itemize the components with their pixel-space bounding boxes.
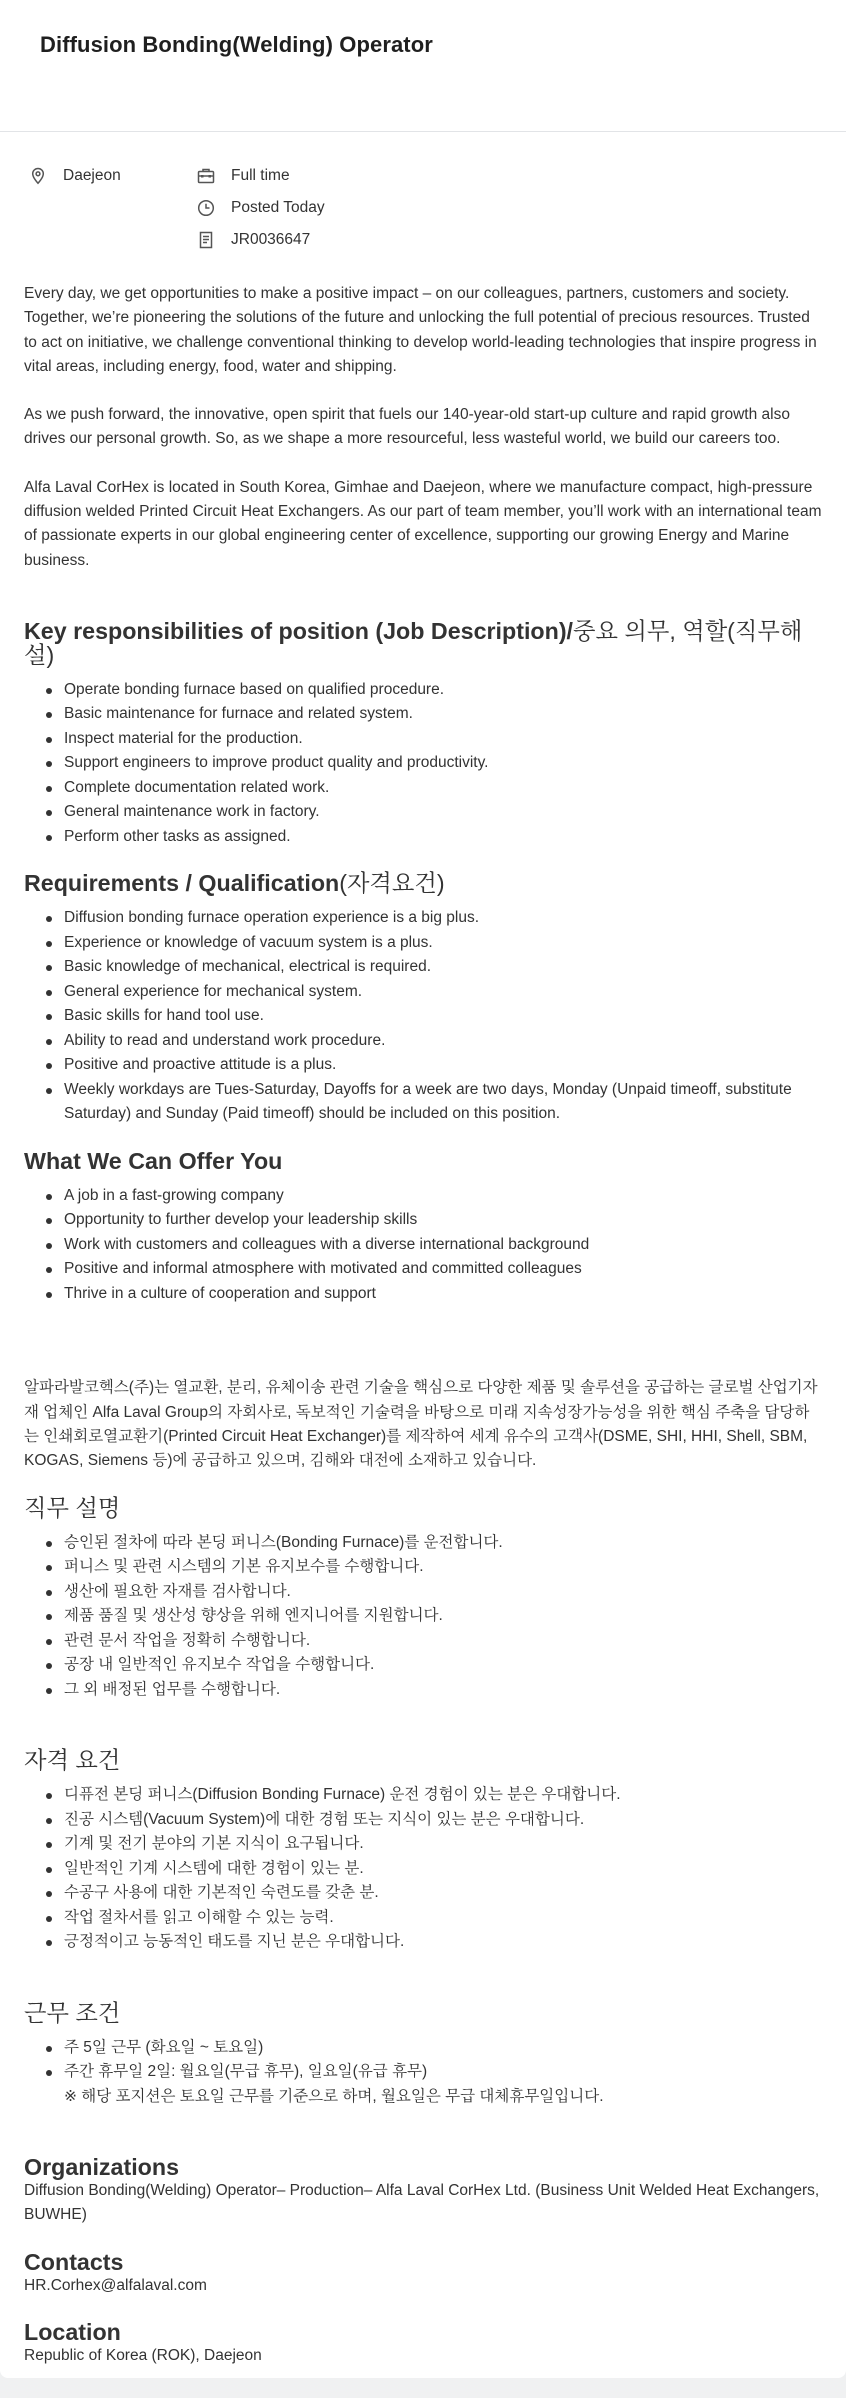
meta-time-type-label: Full time bbox=[231, 167, 290, 184]
list-item: 긍정적이고 능동적인 태도를 지닌 분은 우대합니다. bbox=[24, 1930, 822, 1955]
meta-location-label: Daejeon bbox=[63, 167, 121, 184]
list-item: Complete documentation related work. bbox=[24, 776, 822, 801]
list-item: Positive and informal atmosphere with motivated and committed colleagues bbox=[24, 1257, 822, 1282]
list-item: 제품 품질 및 생산성 향상을 위해 엔지니어를 지원합니다. bbox=[24, 1604, 822, 1629]
list-item: Basic maintenance for furnace and related system. bbox=[24, 702, 822, 727]
requirements-heading-ko: (자격요건) bbox=[339, 870, 445, 897]
meta-posted-label: Posted Today bbox=[231, 199, 325, 216]
requirements-list bbox=[24, 906, 822, 1127]
location-heading: Location bbox=[24, 2319, 121, 2346]
document-icon bbox=[196, 230, 216, 250]
job-title: Diffusion Bonding(Welding) Operator bbox=[40, 32, 433, 57]
korean-duties-list bbox=[24, 1531, 822, 1703]
list-item: 작업 절차서를 읽고 이해할 수 있는 능력. bbox=[24, 1906, 822, 1931]
meta-req-id bbox=[196, 230, 310, 250]
list-item: 생산에 필요한 자재를 검사합니다. bbox=[24, 1580, 822, 1605]
list-item: General experience for mechanical system. bbox=[24, 980, 822, 1005]
job-content bbox=[0, 132, 846, 2368]
organizations-heading: Organizations bbox=[24, 2154, 180, 2181]
intro-paragraph-3: Alfa Laval CorHex is located in South Korea, Gimhae and Daejeon, where we manufacture compact, high-pressure diffusion welded Printed Circuit Heat Exchangers. As our part of team member, you’ll work with an international team of passionate experts in our global engineering center of excellence, supporting our growing Energy and Marine business. bbox=[24, 478, 822, 569]
list-item: Opportunity to further develop your leadership skills bbox=[24, 1208, 822, 1233]
list-item: 관련 문서 작업을 정확히 수행합니다. bbox=[24, 1629, 822, 1654]
list-item: A job in a fast-growing company bbox=[24, 1184, 822, 1209]
requirements-heading-en: Requirements / Qualification bbox=[24, 870, 340, 897]
list-item: Operate bonding furnace based on qualified procedure. bbox=[24, 678, 822, 703]
contacts-heading: Contacts bbox=[24, 2248, 124, 2275]
offer-heading: What We Can Offer You bbox=[24, 1147, 283, 1174]
korean-intro: 알파라발코헥스(주)는 열교환, 분리, 유체이송 관련 기술을 핵심으로 다양한 제품 및 솔루션을 공급하는 글로벌 산업기자재 업체인 Alfa Laval Group의 자회사로, 독보적인 기술력을 바탕으로 미래 지속성장가능성을 위한 핵심 주축을 담당하는 인쇄회로열교환기(Printed Circuit Heat Exchanger)를 제작하여 세계 유수의 고객사(DSME, SHI, HHI, Shell, SBM, KOGAS, Siemens 등)에 공급하고 있으며, 김해와 대전에 소재하고 있습니다. bbox=[24, 1379, 818, 1470]
clock-icon bbox=[196, 198, 216, 218]
korean-qual-list bbox=[24, 1783, 822, 1955]
responsibilities-heading-en: Key responsibilities of position (Job Description)/ bbox=[24, 617, 574, 644]
korean-qual-heading: 자격 요건 bbox=[24, 1747, 121, 1774]
meta-posted bbox=[196, 198, 325, 218]
responsibilities-heading-ko: 중요 의무, 역할(직무해설) bbox=[24, 617, 803, 668]
list-item: Weekly workdays are Tues-Saturday, Dayoffs for a week are two days, Monday (Unpaid timeoff, substitute Saturday) and Sunday (Paid timeoff) should be included on this position. bbox=[24, 1078, 822, 1127]
list-item: Ability to read and understand work procedure. bbox=[24, 1029, 822, 1054]
list-item: 수공구 사용에 대한 기본적인 숙련도를 갖춘 분. bbox=[24, 1881, 822, 1906]
list-item: Support engineers to improve product quality and productivity. bbox=[24, 751, 822, 776]
list-item: Positive and proactive attitude is a plus. bbox=[24, 1053, 822, 1078]
list-item: 기계 및 전기 분야의 기본 지식이 요구됩니다. bbox=[24, 1832, 822, 1857]
list-item: 승인된 절차에 따라 본딩 퍼니스(Bonding Furnace)를 운전합니다. bbox=[24, 1531, 822, 1556]
list-item: 진공 시스템(Vacuum System)에 대한 경험 또는 지식이 있는 분은 우대합니다. bbox=[24, 1808, 822, 1833]
meta-time-type bbox=[196, 166, 290, 186]
korean-cond-note: ※ 해당 포지션은 토요일 근무를 기준으로 하며, 월요일은 무급 대체휴무일입니다. bbox=[64, 2087, 604, 2105]
list-item: Basic skills for hand tool use. bbox=[24, 1004, 822, 1029]
contacts-value[interactable]: HR.Corhex@alfalaval.com bbox=[24, 2276, 207, 2294]
location-pin-icon bbox=[28, 166, 48, 186]
offer-list bbox=[24, 1184, 822, 1307]
list-item: Perform other tasks as assigned. bbox=[24, 825, 822, 850]
responsibilities-list bbox=[24, 678, 822, 850]
intro-paragraph-1: Every day, we get opportunities to make a positive impact – on our colleagues, partners, customers and society. Together, we’re pioneering the solutions of the future and unlocking the full potential of precious resources. Trusted to act on initiative, we challenge conventional thinking to develop world-leading technologies that inspire progress in vital areas, including energy, food, water and shipping. bbox=[24, 285, 817, 375]
list-item: 공장 내 일반적인 유지보수 작업을 수행합니다. bbox=[24, 1653, 822, 1678]
briefcase-icon bbox=[196, 166, 216, 186]
list-item: 그 외 배정된 업무를 수행합니다. bbox=[24, 1678, 822, 1703]
requirements-heading bbox=[24, 871, 822, 895]
meta-req-id-label: JR0036647 bbox=[231, 231, 311, 248]
list-item: Thrive in a culture of cooperation and support bbox=[24, 1282, 822, 1307]
korean-cond-heading: 근무 조건 bbox=[24, 1999, 121, 2026]
list-item: Inspect material for the production. bbox=[24, 727, 822, 752]
list-item: 주간 휴무일 2일: 월요일(무급 휴무), 일요일(유급 휴무) bbox=[24, 2060, 822, 2085]
list-item: General maintenance work in factory. bbox=[24, 800, 822, 825]
list-item: Diffusion bonding furnace operation experience is a big plus. bbox=[24, 906, 822, 931]
intro-paragraph-2: As we push forward, the innovative, open spirit that fuels our 140-year-old start-up culture and rapid growth also drives our personal growth. So, as we shape a more resourceful, less wasteful world, we build our careers too. bbox=[24, 406, 790, 448]
list-item: 디퓨전 본딩 퍼니스(Diffusion Bonding Furnace) 운전 경험이 있는 분은 우대합니다. bbox=[24, 1783, 822, 1808]
list-item: 퍼니스 및 관련 시스템의 기본 유지보수를 수행합니다. bbox=[24, 1555, 822, 1580]
list-item: 일반적인 기계 시스템에 대한 경험이 있는 분. bbox=[24, 1857, 822, 1882]
title-bar bbox=[0, 0, 846, 132]
list-item: Experience or knowledge of vacuum system is a plus. bbox=[24, 931, 822, 956]
organizations-value: Diffusion Bonding(Welding) Operator– Production– Alfa Laval CorHex Ltd. (Business Unit Welded Heat Exchangers, BUWHE) bbox=[24, 2182, 820, 2224]
list-item: Basic knowledge of mechanical, electrical is required. bbox=[24, 955, 822, 980]
job-meta bbox=[24, 132, 822, 260]
responsibilities-heading bbox=[24, 619, 822, 667]
list-item: 주 5일 근무 (화요일 ~ 토요일) bbox=[24, 2036, 822, 2061]
korean-cond-list bbox=[24, 2036, 822, 2085]
korean-duties-heading: 직무 설명 bbox=[24, 1494, 121, 1521]
location-value: Republic of Korea (ROK), Daejeon bbox=[24, 2347, 262, 2365]
list-item: Work with customers and colleagues with a diverse international background bbox=[24, 1233, 822, 1258]
meta-location bbox=[28, 166, 121, 186]
